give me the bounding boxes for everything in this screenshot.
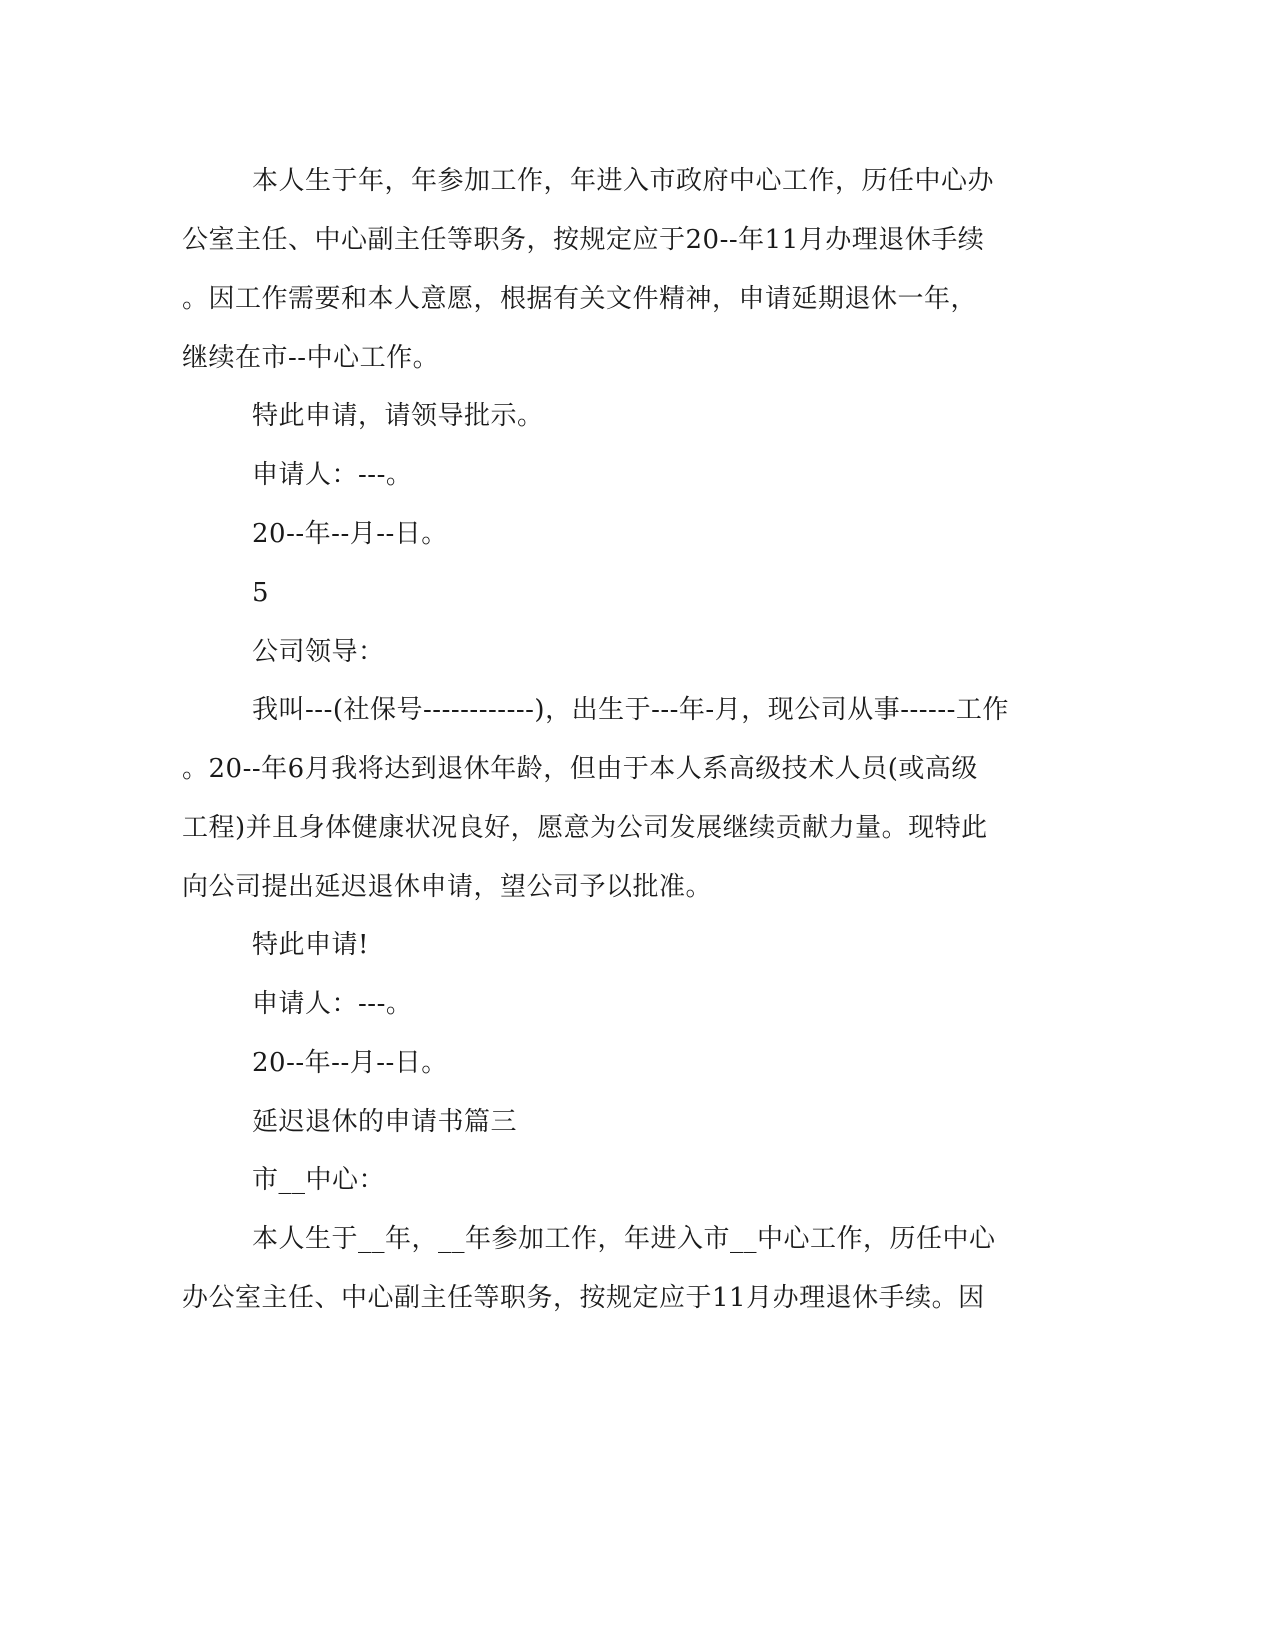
paragraph-line: 。20--年6月我将达到退休年龄，但由于本人系高级技术人员(或高级 <box>182 754 978 784</box>
paragraph-line: 本人生于年，年参加工作，年进入市政府中心工作，历任中心办 <box>252 166 995 196</box>
section-number: 5 <box>252 578 270 608</box>
paragraph-line: 特此申请，请领导批示。 <box>252 401 544 431</box>
paragraph-line: 特此申请! <box>252 930 369 960</box>
paragraph-line: 继续在市--中心工作。 <box>182 343 440 373</box>
paragraph-line: 工程)并且身体健康状况良好，愿意为公司发展继续贡献力量。现特此 <box>182 813 988 843</box>
paragraph-line: 公室主任、中心副主任等职务，按规定应于20--年11月办理退休手续 <box>182 225 985 255</box>
section-heading: 延迟退休的申请书篇三 <box>252 1107 518 1137</box>
paragraph-line: 。因工作需要和本人意愿，根据有关文件精神，申请延期退休一年， <box>182 284 978 314</box>
salutation: 公司领导： <box>252 637 385 667</box>
salutation: 市__中心： <box>252 1165 386 1195</box>
paragraph-line: 向公司提出延迟退休申请，望公司予以批准。 <box>182 872 713 902</box>
date-line: 20--年--月--日。 <box>252 519 448 549</box>
paragraph-line: 我叫---(社保号------------)，出生于---年-月，现公司从事------工作 <box>252 695 1009 725</box>
date-line: 20--年--月--日。 <box>252 1048 448 1078</box>
applicant-line: 申请人：---。 <box>252 989 413 1019</box>
applicant-line: 申请人：---。 <box>252 460 413 490</box>
paragraph-line: 办公室主任、中心副主任等职务，按规定应于11月办理退休手续。因 <box>182 1283 985 1313</box>
paragraph-line: 本人生于__年，__年参加工作，年进入市__中心工作，历任中心 <box>252 1224 996 1254</box>
